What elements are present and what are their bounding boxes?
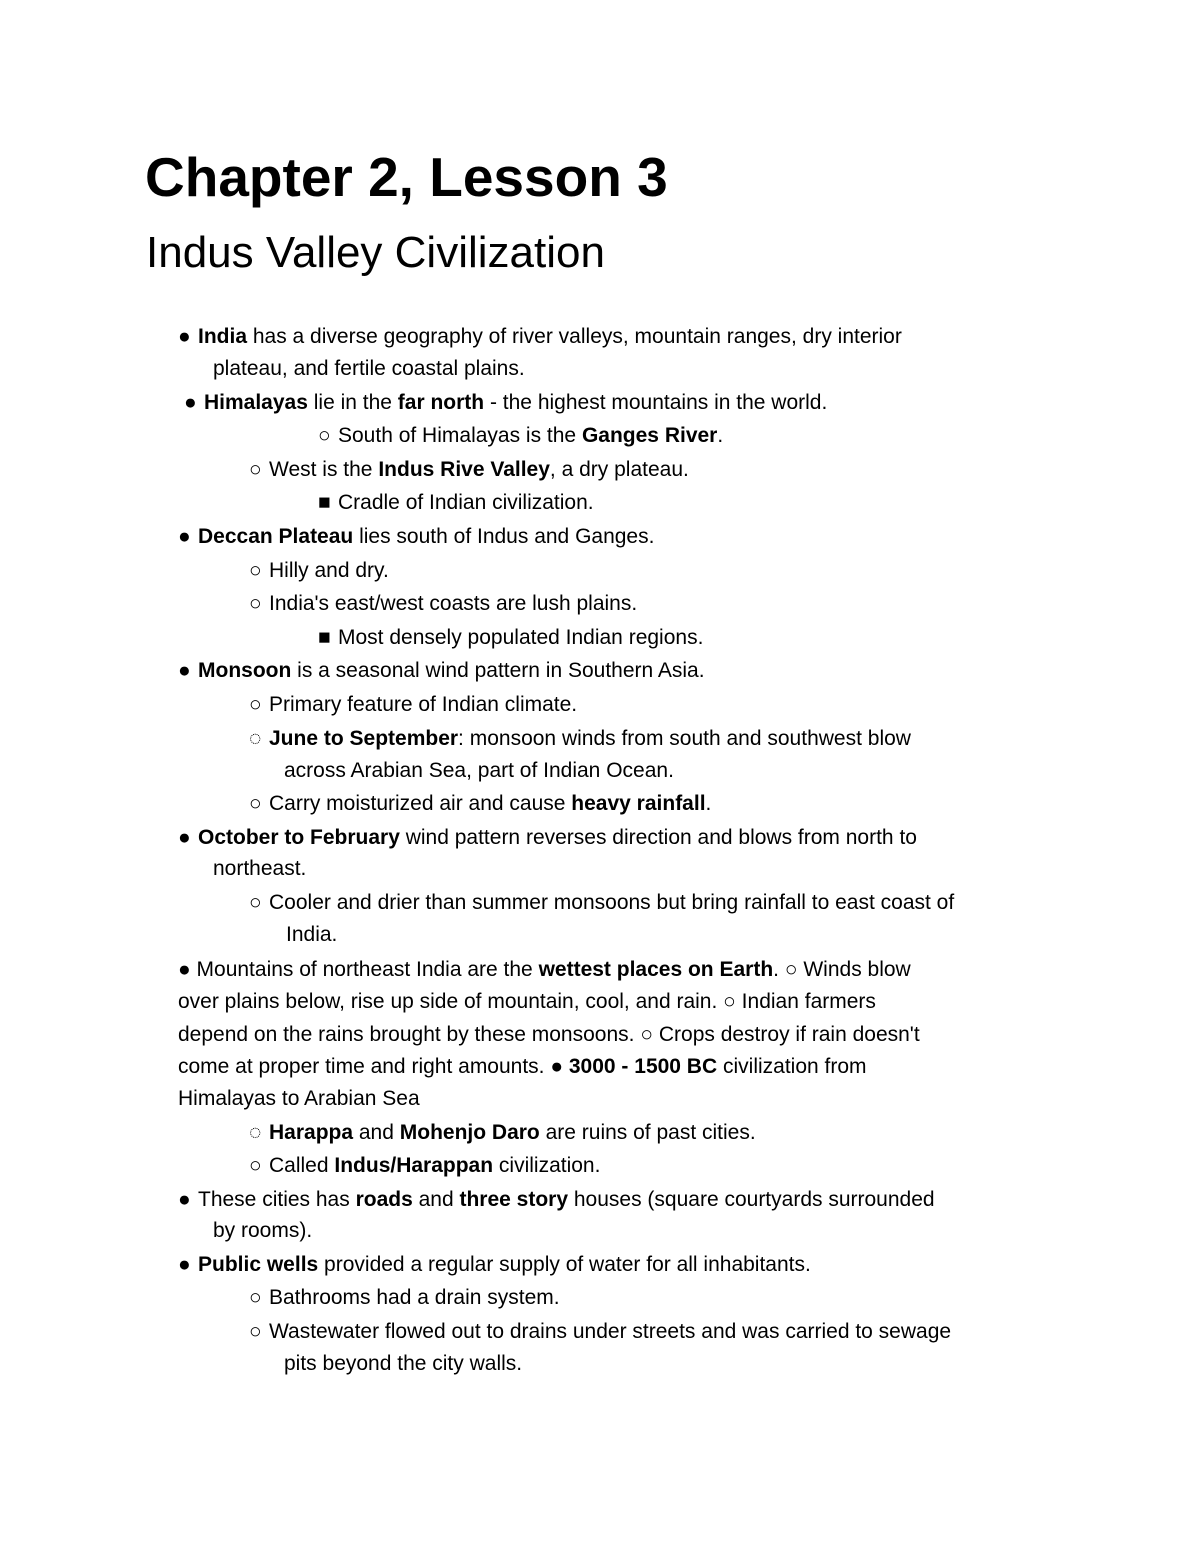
bullet-circle: ○: [249, 792, 262, 815]
bullet-disc: ●: [178, 659, 191, 682]
bullet-circle: ○: [640, 1023, 654, 1046]
list-item: ○ South of Himalayas is the Ganges River.: [318, 420, 723, 452]
list-item: ○ Primary feature of Indian climate.: [249, 689, 577, 721]
list-item-continuation: India.: [286, 923, 338, 946]
list-item: ■ Most densely populated Indian regions.: [318, 622, 703, 654]
list-item: ● October to February wind pattern reverses direction and blows from north to: [178, 822, 917, 854]
bullet-circle: ○: [249, 592, 262, 615]
list-item: ○ Carry moisturized air and cause heavy rainfall.: [249, 788, 711, 820]
list-item: ■ Cradle of Indian civilization.: [318, 487, 594, 519]
list-item: ○ Hilly and dry.: [249, 555, 389, 587]
list-item: ● Monsoon is a seasonal wind pattern in Southern Asia.: [178, 655, 705, 687]
list-item-continuation: across Arabian Sea, part of Indian Ocean.: [284, 759, 674, 782]
bullet-square: ■: [318, 626, 331, 649]
list-item-continuation: by rooms).: [213, 1219, 313, 1242]
paragraph-line: Himalayas to Arabian Sea: [178, 1087, 420, 1110]
bullet-circle: ○: [249, 693, 262, 716]
bullet-disc: ●: [178, 1253, 191, 1276]
list-item: ○ Called Indus/Harappan civilization.: [249, 1150, 600, 1182]
bullet-circle: ○: [249, 1286, 262, 1309]
bullet-circle: ○: [249, 559, 262, 582]
list-item-continuation: pits beyond the city walls.: [284, 1352, 523, 1375]
page-subtitle: Indus Valley Civilization: [146, 228, 605, 277]
list-item: ● India has a diverse geography of river valleys, mountain ranges, dry interior: [178, 321, 902, 353]
list-item: ● These cities has roads and three story houses (square courtyards surrounded: [178, 1184, 935, 1216]
paragraph-line: depend on the rains brought by these monsoons. ○ Crops destroy if rain doesn't: [178, 1023, 920, 1046]
bullet-circle: ○: [318, 424, 331, 447]
list-item-continuation: northeast.: [213, 857, 307, 880]
bullet-disc: ●: [550, 1055, 564, 1078]
list-item: ● Public wells provided a regular supply of water for all inhabitants.: [178, 1249, 811, 1281]
list-item: ○ Cooler and drier than summer monsoons but bring rainfall to east coast of: [249, 887, 954, 919]
list-item: ◌ Harappa and Mohenjo Daro are ruins of past cities.: [249, 1117, 756, 1149]
bullet-circle: ○: [249, 458, 262, 481]
bullet-disc: ●: [178, 826, 191, 849]
bullet-circle: ○: [249, 891, 262, 914]
bullet-circle: ○: [249, 1154, 262, 1177]
list-item: ◌ June to September: monsoon winds from south and southwest blow: [249, 723, 911, 755]
list-item: ● Himalayas lie in the far north - the highest mountains in the world.: [184, 387, 827, 419]
bullet-disc: ●: [178, 1188, 191, 1211]
list-item-continuation: plateau, and fertile coastal plains.: [213, 357, 525, 380]
list-item: ○ West is the Indus Rive Valley, a dry plateau.: [249, 454, 689, 486]
paragraph-line: come at proper time and right amounts. ● 3000 - 1500 BC civilization from: [178, 1055, 867, 1078]
page-title: Chapter 2, Lesson 3: [145, 146, 668, 208]
bullet-disc: ●: [178, 958, 191, 981]
bullet-circle-dotted: ◌: [249, 1121, 262, 1144]
list-item: ○ Wastewater flowed out to drains under streets and was carried to sewage: [249, 1316, 951, 1348]
list-item: ○ Bathrooms had a drain system.: [249, 1282, 560, 1314]
paragraph-line: over plains below, rise up side of mountain, cool, and rain. ○ Indian farmers: [178, 990, 876, 1013]
bullet-circle: ○: [723, 990, 736, 1013]
list-item: ● Deccan Plateau lies south of Indus and Ganges.: [178, 521, 654, 553]
paragraph-line: ● Mountains of northeast India are the wettest places on Earth. ○ Winds blow: [178, 958, 911, 981]
bullet-circle: ○: [784, 958, 798, 981]
bullet-circle-dotted: ◌: [249, 727, 262, 750]
bullet-disc: ●: [178, 325, 191, 348]
bullet-disc: ●: [184, 391, 197, 414]
bullet-disc: ●: [178, 525, 191, 548]
bullet-circle: ○: [249, 1320, 262, 1343]
list-item: ○ India's east/west coasts are lush plains.: [249, 588, 637, 620]
bullet-square: ■: [318, 491, 331, 514]
